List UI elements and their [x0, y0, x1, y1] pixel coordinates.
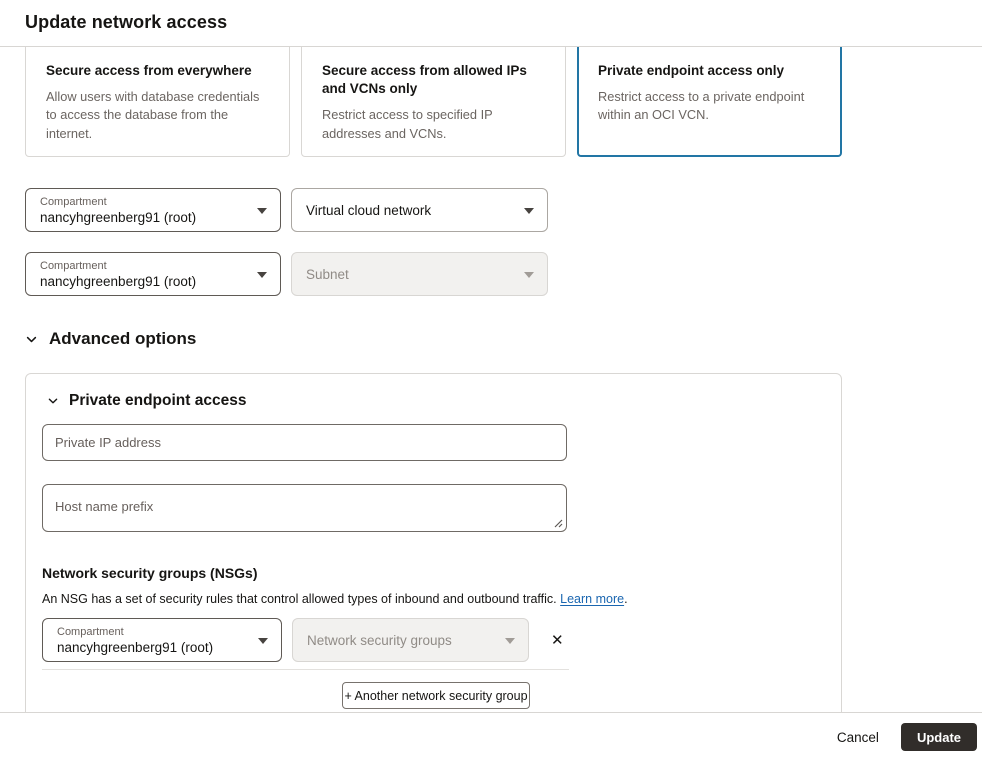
subnet-select: [291, 252, 548, 296]
host-name-prefix-textarea[interactable]: [42, 484, 567, 532]
card-description: Restrict access to a private endpoint within an OCI VCN.: [598, 89, 805, 123]
select-label: Compartment: [40, 196, 107, 208]
subnet-select-row: [25, 252, 548, 296]
card-private-endpoint-only[interactable]: [577, 47, 842, 157]
vcn-select-row: [25, 188, 548, 232]
caret-down-icon: [524, 208, 534, 214]
learn-more-link[interactable]: Learn more: [560, 592, 625, 606]
caret-down-icon: [257, 272, 267, 278]
chevron-down-icon: [47, 395, 59, 407]
sentence-period: .: [624, 592, 628, 606]
caret-down-icon: [505, 638, 515, 644]
select-label: Compartment: [57, 626, 124, 638]
caret-down-icon: [524, 272, 534, 278]
select-placeholder: Subnet: [306, 266, 349, 282]
select-placeholder: Virtual cloud network: [306, 202, 432, 218]
nsg-compartment-select[interactable]: [42, 618, 282, 662]
dialog-header: [0, 0, 982, 47]
card-secure-access-everywhere[interactable]: [25, 47, 290, 157]
nsg-divider: [42, 669, 569, 670]
card-title: Secure access from everywhere: [46, 63, 252, 78]
host-name-prefix-field: [42, 484, 567, 532]
dialog-content: [0, 47, 982, 712]
card-title: Secure access from allowed IPs and VCNs only: [322, 63, 527, 97]
nsg-description-text: An NSG has a set of security rules that control allowed types of inbound and outbound traffic.: [42, 592, 561, 606]
nsg-section-title: Network security groups (NSGs): [42, 565, 258, 581]
select-value: nancyhgreenberg91 (root): [57, 640, 214, 656]
advanced-options-toggle[interactable]: [25, 329, 196, 349]
page-title: Update network access: [25, 12, 228, 32]
select-label: Compartment: [40, 260, 107, 272]
card-secure-access-allowed-ips[interactable]: [301, 47, 566, 157]
virtual-cloud-network-select[interactable]: [291, 188, 548, 232]
card-title: Private endpoint access only: [598, 63, 785, 78]
cancel-button[interactable]: Cancel: [835, 724, 881, 751]
select-value: nancyhgreenberg91 (root): [40, 274, 197, 290]
nsg-selector-row: [42, 618, 568, 662]
subnet-compartment-select[interactable]: [25, 252, 281, 296]
private-ip-address-input[interactable]: [42, 424, 567, 461]
dialog-footer: [0, 712, 982, 761]
network-security-groups-select: [292, 618, 529, 662]
select-value: nancyhgreenberg91 (root): [40, 210, 197, 226]
remove-nsg-icon[interactable]: ✕: [551, 632, 564, 649]
nsg-section-description: [42, 592, 628, 606]
private-endpoint-access-toggle[interactable]: [47, 392, 246, 410]
chevron-down-icon: [25, 333, 38, 346]
card-description: Restrict access to specified IP addresses and VCNs.: [322, 107, 493, 141]
caret-down-icon: [257, 208, 267, 214]
advanced-options-title: Advanced options: [49, 329, 197, 348]
select-placeholder: Network security groups: [307, 632, 452, 648]
caret-down-icon: [258, 638, 268, 644]
access-type-card-group: [25, 47, 842, 157]
advanced-options-panel: [25, 373, 842, 712]
update-button[interactable]: Update: [901, 723, 977, 751]
private-endpoint-access-title: Private endpoint access: [69, 392, 247, 409]
card-description: Allow users with database credentials to access the database from the internet.: [46, 89, 260, 141]
add-another-nsg-button[interactable]: + Another network security group: [342, 682, 530, 709]
vcn-compartment-select[interactable]: [25, 188, 281, 232]
